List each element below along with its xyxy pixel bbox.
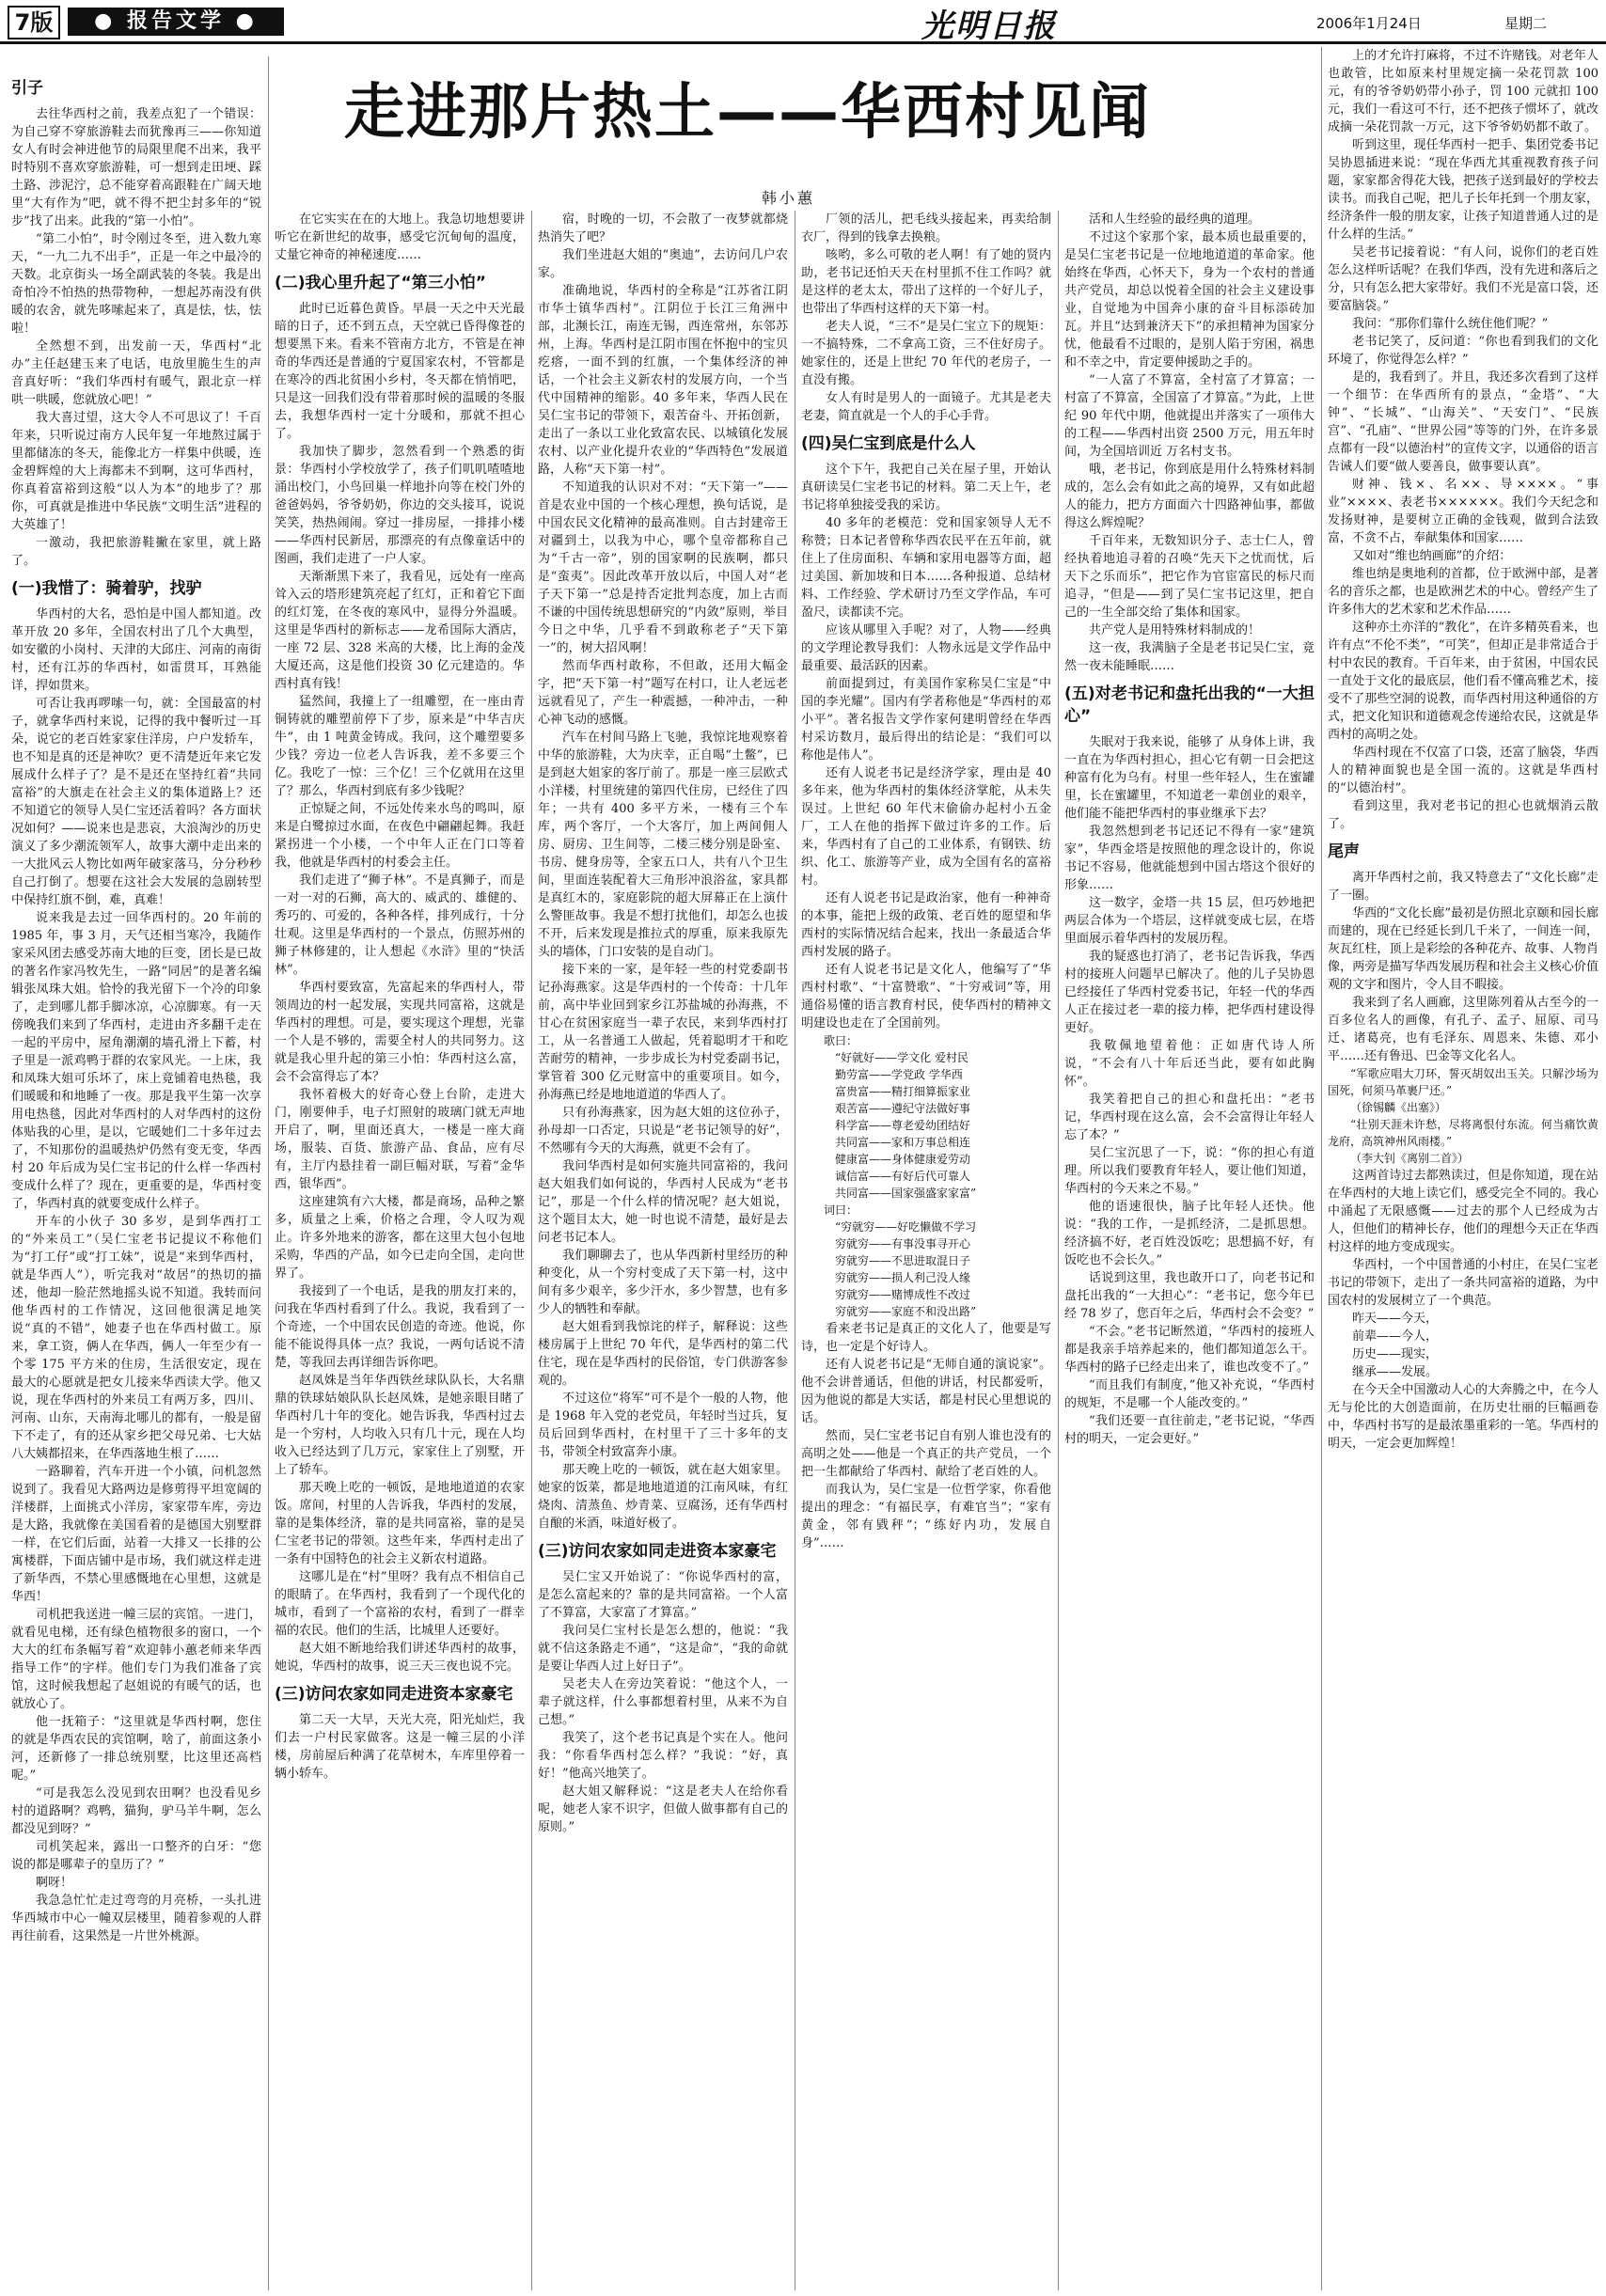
poem-line: 富贵富——精打细算振家业	[835, 1085, 971, 1098]
paragraph: 这一数字，金塔一共 15 层，但巧妙地把两层合体为一个塔层，这样就变成七层，在塔里面展示着华西村的发展历程。	[1064, 896, 1315, 946]
paragraph: 吴仁宝又开始说了：“你说华西村的富，是怎么富起来的？靠的是共同富裕。一个人富了不算富，大家富了才算富。”	[538, 1570, 788, 1620]
paragraph: “可是我怎么没见到农田啊？也没看见乡村的道路啊？鸡鸭，猫狗，驴马羊牛啊，怎么都没见到呀？”	[11, 1786, 261, 1836]
paragraph: 我忽然想到老书记还记不得有一家“建筑家”，华西金塔是按照他的理念设计的，你说书记不容易，他就能想到中国古塔这个很好的形象……	[1064, 825, 1315, 892]
paragraph: 这一夜，我满脑子全是老书记吴仁宝，竟然一夜未能睡眠……	[1064, 641, 1315, 673]
paragraph: 咳哟，多么可敬的老人啊！有了她的贤内助，老书记还怕天天在村里抓不住工作吗？就是这样的老太太，带出了这样的一个好儿子，也带出了华西村这样的天下第一村。	[801, 248, 1051, 316]
paragraph: 失眠对于我来说，能够了 从身体上讲，我一直在为华西村担心，担心它有朝一日会把这种富有化为乌有。村里一些年轻人，生在蜜罐里，长在蜜罐里，不知道老一辈创业的艰辛，他们能不能把华西村的事业继承下去？	[1064, 735, 1315, 821]
poem-line: 勤劳富——学党政 学华西	[835, 1068, 963, 1081]
article-column-2	[275, 211, 525, 2288]
column-divider	[268, 56, 269, 2290]
paragraph: 我问吴仁宝村长是怎么想的，他说：“我就不信这条路走不通”，“这是命”，“我的命就是要让华西人过上好日子”。	[538, 1624, 788, 1674]
article-column-3	[538, 211, 788, 2288]
page-number: 7版	[8, 6, 60, 39]
poem-line: “穷就穷——好吃懒做不学习	[835, 1220, 977, 1234]
paragraph: 他的语速很快，脑子比年轻人还快。他说：“我的工作，一是抓经济，二是抓思想。经济搞不好，老百姓没饭吃；思想搞不好，有饭吃也不会长久。”	[1064, 1200, 1315, 1267]
section-label: ● 报告文学 ●	[68, 8, 284, 36]
paragraph: 吴仁宝沉思了一下，说：“你的担心有道理。所以我们要教育年轻人，要让他们知道，华西村的今天来之不易。”	[1064, 1146, 1315, 1196]
paragraph: 在今天全中国激动人心的大奔腾之中，在今人无与伦比的大创造面前，在历史壮丽的巨幅画卷中，华西村书写的是最浓墨重彩的一笔。华西村的明天，一定会更加辉煌！	[1328, 1383, 1598, 1451]
paragraph: “我们还要一直往前走，”老书记说，“华西村的明天，一定会更好。”	[1064, 1414, 1315, 1446]
paragraph: 然而华西村敢称，不但敢，还用大幅金字，把“天下第一村”题写在村口，让人老远老远就看见了，产生一种震撼，一种冲击，一种心神飞动的感慨。	[538, 659, 788, 727]
paragraph: 不过这位“将军”可不是个一般的人物，他是 1968 年入党的老党员，年轻时当过兵，复员后回到华西村，在村里干了三十多年的支书，带领全村致富奔小康。	[538, 1392, 788, 1459]
paragraph: 一路聊着，汽车开进一个小镇，问机忽然说到了。我看见大路两边是修剪得平坦宽阔的洋楼群，上面挑式小洋房，家家带车库，旁边是大路，我就像在美国看着的是德国大别墅群一样，在它们后面，站着一大排又一长排的公寓楼群，下面店铺中是市场，我们就这样走进了新华西，不禁心里感慨地在心里想，这就是华西！	[11, 1465, 261, 1604]
paragraph: 话说到这里，我也敢开口了，向老书记和盘托出我的“一大担心”：“老书记，您今年已经 78 岁了，您百年之后，华西村会不会变？”	[1064, 1271, 1315, 1321]
poem-line: 穷就穷——赌博成性不改过	[835, 1288, 971, 1301]
paragraph: 只有孙海燕家，因为赵大姐的这位孙子，孙母却一口否定，只说是“老书记领导的好”，不然哪有今天的大海燕，就更不会有了。	[538, 1106, 788, 1156]
paragraph: 那天晚上吃的一顿饭，就在赵大姐家里。她家的饭菜，都是地地道道的江南风味，有红烧肉、清蒸鱼、炒青菜、豆腐汤，还有华西村自酿的米酒，味道好极了。	[538, 1463, 788, 1531]
paragraph: “而且我们有制度，”他又补充说，“华西村的规矩，不是哪一个人能改变的。”	[1064, 1378, 1315, 1410]
paragraph: 不过这个家那个家，最本质也最重要的，是吴仁宝老书记是一位地地道道的革命家。他始终在华西，心怀天下，身为一个农村的普通共产党员，却总以悦着全国的社会主义建设事业，自觉地为中国奔小康的奋斗目标添砖加瓦。并且“达到兼济天下”的承担精神为国家分忧，他最看不过眼的，是别人陷于穷困，祸患和不幸之中，肯定要伸援助之手的。	[1064, 230, 1315, 370]
paragraph: 汽车在村间马路上飞驰，我惊诧地观察着中华的旅游鞋，大为庆幸，正自喝“土鳖”，已是到赵大姐家的客厅前了。那是一座三层欧式小洋楼，村里统建的第四代住房，已经住了四年；一共有 400 多平方米，一楼有三个车库，两个客厅，一个大客厅，加上两间佣人房、厨房、卫生间等，二楼三楼分别是卧室、书房、健身房等，全家五口人，共有八个卫生间，里面连装配着大三角形冲浪浴盆，家具都是真红木的，家庭影院的超大屏幕正在上演什么警匪故事。我是不想打扰他们，却怎么也拔不开，后来发现是推拉式的厚重，原来我原先头的墙体，门口安装的是自动门。	[538, 731, 788, 959]
paragraph: 开车的小伙子 30 多岁，是到华西打工的“外来员工”（吴仁宝老书记提议不称他们为“打工仔”或“打工妹”，说是“来到华西村，就是华西人”），听完我对“故居”的热切的描述，他却一脸茫然地摇头说不知道。我转而问他华西村的工作情况，这回他很满足地笑说“真的不错”，她妻子也在华西村做工。原来，拿工资，俩人在华西，俩人一年至少有一个零 175 平方米的住房，生活很安定，现在最大的心愿就是把女儿接来华西读大学。他又说，现在华西村的外来员工有两万多，四川、河南、山东，天南海北哪儿的都有，一般是留下不走了，有的还从家乡把父母兄弟、七大姑八大姨都招来，在华西落地生根了……	[11, 1215, 261, 1461]
poem-line: 诚信富——有好后代可靠人	[835, 1170, 971, 1183]
section-heading: (三)访问农家如同走进资本家豪宅	[538, 1542, 777, 1561]
paragraph: 华西村要致富，先富起来的华西村人，带领周边的村一起发展，实现共同富裕，这就是华西村的理想。可是，要实现这个理想，光靠一个人是不够的，需要全村人的共同努力。这就是我心里升起的第三小怕：华西村这么富，会不会富得忘了本？	[275, 981, 525, 1084]
column-divider	[531, 211, 532, 2290]
paragraph: 司机笑起来，露出一口整齐的白牙：“您说的都是哪辈子的皇历了？”	[11, 1840, 261, 1872]
article-author: 韩小蕙	[762, 189, 816, 207]
poem-line: 共同富——家和万事总相连	[835, 1136, 971, 1149]
paragraph: 还有人说老书记是经济学家，理由是 40 多年来，他为华西村的集体经济掌舵，从未失误过。上世纪 60 年代末偷偷办起村小五金厂，工人在他的指挥下做过许多的工作。后来，华西村有了自己的工业体系，有钢铁、纺织、化工、旅游等产业，成为全国有名的富裕村。	[801, 766, 1051, 888]
page-header	[0, 0, 1606, 44]
quote-line: 歌曰：	[824, 1034, 858, 1047]
paragraph: 那天晚上吃的一顿饭，是地地道道的农家饭。席间，村里的人告诉我，华西村的发展，靠的是集体经济，靠的是共同富裕，靠的是吴仁宝老书记的带领。这些年来，华西村走出了一条有中国特色的社会主义新农村道路。	[275, 1481, 525, 1566]
paragraph: 维也纳是奥地利的首都，位于欧洲中部，是著名的音乐之都，也是欧洲艺术的中心。曾经产生了许多伟大的艺术家和艺术作品……	[1328, 567, 1598, 617]
paragraph: 财神、钱×、名××、导××××。“事业”××××、表老书××××××。我们今天纪念和发扬财神，是要树立正确的金钱观，做到合法致富，不贪不占，奉献集体和国家……	[1328, 478, 1598, 545]
paragraph: 吴老夫人在旁边笑着说：“他这个人，一辈子就这样，什么事都想着村里，从来不为自己想。”	[538, 1677, 788, 1727]
paragraph: 吴老书记接着说：“有人问，说你们的老百姓怎么这样听话呢？在我们华西，没有先进和落后之分，只有怎么把大家带好。我们不光是富口袋，还要富脑袋。”	[1328, 245, 1598, 313]
paragraph: 华西村的大名，恐怕是中国人都知道。改革开放 20 多年，全国农村出了几个大典型，如安徽的小岗村、天津的大邱庄、河南的南街村，还有江苏的华西村，如雷贯耳，耳熟能详，捍如贯来。	[11, 607, 261, 693]
paragraph: 不知道我的认识对不对：“天下第一”——首是农业中国的一个核心理想，换句话说，是中国农民文化精神的最高准则。自古封建帝王对疆到土，以我为中心，哪个皇帝都称自己为“千古一帝”，别的国家啊的民族啊，都只是“蛮夷”。因此改革开放以后，中国人对“老子天下第一”总是持否定批判态度，加上古而不谦的中国传统思想研究的“内敛”原则，举目今日之中华，几乎看不到敢称老子“天下第一”的，树大招风啊！	[538, 480, 788, 655]
article-column-6	[1328, 47, 1598, 2288]
paragraph: 看到这里，我对老书记的担心也就烟消云散了。	[1328, 799, 1598, 831]
poem-line: 共同富——国家强盛家家富”	[835, 1187, 977, 1200]
paragraph: 看来老书记是真正的文化人了，他要是写诗，也一定是个好诗人。	[801, 1322, 1051, 1354]
section-heading: (四)吴仁宝到底是什么人	[801, 434, 976, 453]
paragraph: 还有人说老书记是政治家，他有一种神奇的本事，能把上级的政策、老百姓的愿望和华西村的实际情况结合起来，找出一条最适合华西村发展的路子。	[801, 891, 1051, 959]
paragraph: 宿，时晚的一切，不会散了一夜梦就都烧热消失了吧？	[538, 212, 788, 244]
paragraph: 说来我是去过一回华西村的。20 年前的 1985 年，事 3 月，天气还相当寒冷，我随作家采风团去感受苏南大地的巨变，团长是已故的著名作家冯牧先生，一路“同居”的是著名编辑张凤珠大姐。恰怜的我光留下一个冷的印象了，走到哪儿都手脚冰凉，心凉脚寒。有一天傍晚我们来到了华西村，走进由齐多翻千走在一起的平房中，屋角潮潮的墙孔滑上下蓄，村子里是一派鸡鸭于群的农家风光。一上床，我和凤珠大姐可乐坏了，床上竟铺着电热毯，我们暖暖和和地睡了一夜。那是我平生第一次享用电热毯，因此对华西村的人对华西村的这份体贴我的心里，是以，它暖她们二十多年过去了，不知那份的温暖热炉仍然有变无变，华西村 20 年后成为吴仁宝书记的什么样一华西村变成什么样了？现在，更重要的是，华西村变了，华西村真的就要变成什么样子。	[11, 911, 261, 1211]
paragraph: 啊呀！	[36, 1876, 73, 1890]
paragraph: 我们聊聊去了，也从华西新村里经历的种种变化，从一个穷村变成了天下第一村，这中间有多少艰辛，多少汗水，多少智慧，也有多少人的牺牲和奉献。	[538, 1249, 788, 1316]
paragraph: 应该从哪里入手呢？对了，人物——经典的文学理论教导我们：人物永远是文学作品中最重要、最活跃的因素。	[801, 623, 1051, 673]
paragraph: “不会。”老书记断然道，“华西村的接班人都是我亲手培养起来的，他们都知道怎么干。华西村的路子已经走出来了，谁也改变不了。”	[1064, 1325, 1315, 1375]
paragraph: 昨天——今天，	[1352, 1312, 1439, 1326]
issue-date: 2006年1月24日	[1316, 15, 1422, 32]
poem-line: “好就好——学文化 爱村民	[835, 1051, 968, 1064]
poem-line: 穷就穷——有事没事寻开心	[835, 1237, 971, 1250]
quote-line: “军歌应唱大刀环，誓灭胡奴出玉关。只解沙场为国死，何须马革裹尸还。”	[1328, 1067, 1598, 1097]
newspaper-masthead: 光明日报	[921, 8, 1057, 45]
paragraph: 共产党人是用特殊材料制成的！	[1089, 623, 1261, 637]
paragraph: 这两首诗过去都熟读过，但是你知道，现在站在华西村的大地上读它们，感受完全不同的。我心中涌起了无限感慨——过去的那个人已经成为古人，但他们的精神长存，他们的理想今天正在华西村这样的地方变成现实。	[1328, 1169, 1598, 1254]
article-title: 走进那片热土——华西村见闻	[344, 78, 1151, 148]
paragraph: 我急急忙忙走过弯弯的月亮桥，一头扎进华西城市中心一幢双层楼里，随着参观的人群再往前看，这果然是一片世外桃源。	[11, 1894, 261, 1943]
quote-line: 词曰：	[824, 1203, 858, 1217]
poem-line: 科学富——尊老爱幼团结好	[835, 1119, 971, 1132]
poem-line: 艰苦富——遵纪守法做好事	[835, 1102, 971, 1115]
paragraph: 是的，我看到了。并且，我还多次看到了这样一个细节：在华西所有的景点，“金塔”、“大钟”、“长城”、“山海关”、“天安门”、“民族宫”、“孔庙”、“世界公园”等等的门外，在许多景点都有一段“以德治村”的宣传文字，以通俗的语言告诫人们要“做人要善良，做事要认真”。	[1328, 370, 1598, 474]
paragraph: 又如对“维也纳画廊”的介绍：	[1352, 549, 1512, 563]
paragraph: 司机把我送进一幢三层的宾馆。一进门，就看见电梯，还有绿色植物很多的窗口，一个大大的红布条幅写着“欢迎韩小蕙老师来华西指导工作”的字样。他们专门为我们准备了宾馆，这时候我想起了赵姐说的有暖气的话，也就放心了。	[11, 1608, 261, 1711]
paragraph: 我们坐进赵大姐的“奥迪”，去访问几户农家。	[538, 248, 788, 280]
paragraph: 我们走进了“狮子林”。不是真狮子，而是一对一对的石狮，高大的、威武的、雄健的、秀巧的、可爱的，各种各样，排列成行，十分壮观。这里是华西村的一个景点，仿照苏州的狮子林修建的，让人想起《水浒》里的“快活林”。	[275, 873, 525, 977]
paragraph: 我怀着极大的好奇心登上台阶，走进大门，刚要伸手，电子灯照射的玻璃门就无声地开启了，啊，里面还真大，一楼是一座大商场，服装、百货、旅游产品、食品，应有尽有，主厅内悬挂着一副巨幅对联，写着“金华西，银华西”。	[275, 1088, 525, 1191]
article-column-4	[801, 211, 1051, 2288]
paragraph: “第二小怕”，时令刚过冬至，进入数九寒天，“一九二九不出手”，正是一年之中最冷的天数。北京街头一场全副武装的冬装。我是出奇怕冷不怕热的热带物种，一想起苏南没有供暖的农舍，就先哆嗦起来了，真是怯，怯，怯啦！	[11, 232, 261, 336]
paragraph: 而我认为，吴仁宝是一位哲学家，你看他提出的理念：“有福民享，有难官当”；“家有黄金，邻有戥秤”；“练好内功，发展自身”……	[801, 1483, 1051, 1550]
paragraph: 在它实实在在的大地上。我急切地想要讲听它在新世纪的故事，感受它沉甸甸的温度，丈量它神奇的神秘速度……	[275, 212, 525, 262]
issue-weekday: 星期二	[1504, 15, 1548, 32]
quote-line: “壮别天涯未许愁，尽将离恨付东流。何当痛饮黄龙府，高筑神州风雨楼。”	[1328, 1118, 1598, 1148]
paragraph: 我接到了一个电话，是我的朋友打来的，问我在华西村看到了什么。我说，我看到了一个奇迹，一个中国农民创造的奇迹。他说，你能不能说得具体一点？我说，一两句话说不清楚，等我回去再详细告诉你吧。	[275, 1284, 525, 1370]
paragraph: 正惊疑之间，不远处传来水鸟的鸣叫，原来是白鹭掠过水面，在夜色中翩翩起舞。我赶紧拐进一个小楼，一个中年人正在门口等着我，他就是华西村的村委会主任。	[275, 802, 525, 870]
paragraph: 哦，老书记，你到底是用什么特殊材料制成的，怎么会有如此之高的境界，又有如此超人的能力，把方方面面六十四路神仙事，都做得这么辉煌呢？	[1064, 463, 1315, 530]
paragraph: 我敬佩地望着他：正如唐代诗人所说，“不会有八十年后还当此，要有如此胸怀”。	[1064, 1039, 1315, 1089]
poem-line: 穷就穷——损人利己没人缘	[835, 1271, 971, 1284]
column-divider	[1321, 47, 1322, 2290]
paragraph: 我问华西村是如何实施共同富裕的，我问赵大姐我们如何说的，华西村人民成为“老书记”，那是一个什么样的情况呢？赵大姐说，这个题目太大，她一时也说不清楚，最好是去问老书记本人。	[538, 1159, 788, 1245]
paragraph: 听到这里，现任华西村一把手、集团党委书记吴协恩插进来说：“现在华西尤其重视教育孩子问题，家家都舍得花大钱，把孩子送到最好的学校去读书。而我自己呢，把儿子长年托到一个朋友家，经济条件一般的朋友家，让孩子知道普通人过的是什么样的生活。”	[1328, 138, 1598, 242]
paragraph: 全然想不到，出发前一天，华西村“北办”主任赵建玉来了电话，电放里脆生生的声音真好听：“我们华西村有暖气，跟北京一样哄一哄暖，您就放心吧！”	[11, 339, 261, 407]
paragraph: 我问：“那你们靠什么统住他们呢？”	[1352, 317, 1549, 331]
paragraph: 厂领的活儿，把毛线头接起来，再卖给制衣厂，得到的钱拿去换粮。	[801, 212, 1051, 244]
paragraph: 离开华西村之前，我又特意去了“文化长廊”走了一圈。	[1328, 871, 1598, 903]
paragraph: 老夫人说，“三不”是吴仁宝立下的规矩：一不搞特殊，二不拿高工资，三不住好房子。她家住的，还是上世纪 70 年代的老房子，一直没有搬。	[801, 320, 1051, 387]
paragraph: 可否让我再啰嗦一句，就：全国最富的村子，就拿华西村来说，记得的我中餐听过一耳朵，说它的老百姓家家住洋房，户户发轿车，也不知是真的还是神吹？更不清楚近年来它发展成什么样子了？是不是还在坚持红着“共同富裕”的大旗走在社会主义的集体道路上？还不知道它的领导人吴仁宝还活着吗？各方面状况如何？——说来也是悲哀，大浪淘沙的历史演义了多少潮流领军人，故事大潮中走出来的一大批风云人物比如两年破家落马，分分秒秒自己打倒了。想要在这社会大发展的急剧转型中保持红旗不倒，难，真难！	[11, 697, 261, 907]
poem-line: 穷就穷——不思进取混日子	[835, 1254, 971, 1267]
paragraph: 去往华西村之前，我差点犯了一个错误：为自己穿不穿旅游鞋去而犹豫再三——你知道女人有时会神进他节的局限里爬不出来，我平时特别不喜欢穿旅游鞋，可一想到走田埂、踩土路、涉泥泞，总不能穿着高跟鞋在广阔天地里“大有作为”吧，就不得不把尘封多年的“锐步”找了出来。此我的“第一小怕”。	[11, 107, 261, 228]
section-heading: 引子	[11, 79, 43, 98]
section-heading: (三)访问农家如同走进资本家豪宅	[275, 1685, 513, 1704]
paragraph: 千百年来，无数知识分子、志士仁人，曾经执着地追寻着的召唤“先天下之忧而忧，后天下之乐而乐”，把它作为官宦富民的标尺而追寻，“但是——到了吴仁宝书记这里，把自己的一生全部交给了集体和国家。	[1064, 534, 1315, 620]
paragraph: 活和人生经验的最经典的道理。	[1089, 212, 1261, 227]
paragraph: 这种亦土亦洋的“教化”，在许多精英看来，也许有点“不伦不类”，“可笑”，但却正是非常适合于村中农民的教育。千百年来，由于贫困，中国农民一直处于文化的最底层，他们看不懂高雅艺术，接受不了那些空洞的说教，而华西村用这种通俗的方式，把文化知识和道德观念传递给农民，这就是华西村的高明之处。	[1328, 621, 1598, 742]
paragraph: 然而，吴仁宝老书记自有别人谁也没有的高明之处——他是一个真正的共产党员，一个把一生都献给了华西村、献给了老百姓的人。	[801, 1429, 1051, 1479]
paragraph: 天渐渐黑下来了，我看见，远处有一座高耸入云的塔形建筑亮起了红灯，正和着它下面的红灯笼，在冬夜的寒风中，显得分外温暖。这里是华西村的新标志——龙希国际大酒店，一座 72 层、328 米高的大楼，比上海的金茂大厦还高，这是他们投资 30 亿元建造的。华西村真有钱！	[275, 570, 525, 691]
section-heading: 尾声	[1328, 842, 1360, 861]
paragraph: 继承——发展。	[1352, 1365, 1439, 1379]
paragraph: 这座建筑有六大楼，都是商场，品种之繁多，质量之上乘，价格之合理，令人叹为观止。许多外地来的游客，都在这里大包小包地采购，华西的产品，如今已走向全国，走向世界了。	[275, 1195, 525, 1281]
paragraph: 上的才允许打麻将，不过不许赌钱。对老年人也敢管，比如原来村里规定摘一朵花罚款 100 元，有的爷爷奶奶带小孙子，罚 100 元就扣 100 元，我们一看这可不行，还不把孩子惯坏了，就改成摘一朵花罚款一万元，这下爷爷奶奶都不敢了。	[1328, 49, 1598, 134]
paragraph: 赵大姐看到我惊诧的样子，解释说：这些楼房属于上世纪 70 年代，是华西村的第二代住宅，现在是华西村的民俗馆，专门供游客参观的。	[538, 1320, 788, 1388]
paragraph: 这哪儿是在“村”里呀？我有点不相信自己的眼睛了。在华西村，我看到了一个现代化的城市，看到了一个富裕的农村，看到了一群幸福的农民。他们的生活，比城里人还要好。	[275, 1570, 525, 1638]
paragraph: 这个下午，我把自己关在屋子里，开始认真研读吴仁宝老书记的材料。第二天上午，老书记将单独接受我的采访。	[801, 463, 1051, 512]
column-divider	[1058, 211, 1059, 2290]
paragraph: 还有人说老书记是“无师自通的演说家”。他不会讲普通话，但他的讲话，村民都爱听，因为他说的都是大实话，都是村民心里想说的话。	[801, 1358, 1051, 1425]
quote-line: （李大钊《离别二首》）	[1350, 1152, 1470, 1165]
paragraph: 准确地说，华西村的全称是“江苏省江阴市华士镇华西村”。江阴位于长江三角洲中部，北濒长江，南连无锡，西连常州，东邻苏州，上海。华西村是江阴市围在怀抱中的宝贝疙瘩，一面不到的红旗，一个集体经济的神话，一个社会主义新农村的发展方向，一个当代中国精神的缩影。40 多年来，华西人民在吴仁宝书记的带领下，艰苦奋斗、开拓创新，走出了一条以工业化致富农民、以城镇化发展农村、以产业化提升农业的“华西特色”发展道路，人称“天下第一村”。	[538, 284, 788, 477]
poem-line: 穷就穷——家庭不和没出路”	[835, 1305, 977, 1318]
paragraph: 接下来的一家，是年轻一些的村党委副书记孙海燕家。这是华西村的一个传奇：十几年前，高中毕业回到家乡江苏盐城的孙海燕，不甘心在贫困家庭当一辈子农民，来到华西村打工，从一名普通工人做起，凭着聪明才干和吃苦耐劳的精神，一步步成长为村党委副书记，掌管着 300 亿元财富中的重要项目。如今，孙海燕已经是地地道道的华西人了。	[538, 963, 788, 1102]
paragraph: 华西村现在不仅富了口袋，还富了脑袋，华西人的精神面貌也是全国一流的。这就是华西村的“以德治村”。	[1328, 746, 1598, 795]
paragraph: 我笑着把自己的担心和盘托出：“老书记，华西村现在这么富，会不会富得让年轻人忘了本？”	[1064, 1093, 1315, 1142]
paragraph: 我笑了，这个老书记真是个实在人。他问我：“你看华西村怎么样？”我说：“好，真好！”他高兴地笑了。	[538, 1731, 788, 1781]
section-heading: (二)我心里升起了“第三小怕”	[275, 274, 486, 292]
poem-line: 健康富——身体健康爱劳动	[835, 1153, 971, 1166]
article-column-1	[11, 70, 261, 2288]
paragraph: 此时已近暮色黄昏。早晨一天之中天光最暗的日子，还不到五点，天空就已昏得像苍的想要黑下来。看来不管南方北方，不管是在神奇的华西还是普通的宁夏国家农村，不管都是在寒冷的西北贫困小乡村，冬天都在悄悄吧，只是这一回我们没有带着那时候的温暖的冬服去，我想华西村一定十分暖和，那就不担心了。	[275, 302, 525, 441]
paragraph: 我大喜过望，这大令人不可思议了！千百年来，只听说过南方人民年复一年地熬过属于里都储冻的冬天，能像北方一样集中供暖，连金碧辉煌的大上海都未不到啊，这可华西村，你真着富裕到这般“以人为本”的地步了？那你，可真就是推进中华民族“文明生活”进程的大英雄了！	[11, 411, 261, 532]
section-heading: (五)对老书记和盘托出我的“一大担心”	[1064, 684, 1315, 726]
paragraph: 还有人说老书记是文化人，他编写了“华西村村歌”、“十富赞歌”、“十穷戒词”等，用通俗易懂的语言教育村民，使华西村的精神文明建设也走在了全国前列。	[801, 963, 1051, 1030]
paragraph: 我加快了脚步，忽然看到一个熟悉的街景：华西村小学校放学了，孩子们叽叽喳喳地涌出校门，小鸟回巢一样地扑向等在校门外的爸爸妈妈，爷爷奶奶，你边的交头接耳，说说笑笑，热热闹闹。穿过一排房屋，一排排小楼——华西村民新居，那漂亮的有点像童话中的图画，我们走进了一户人家。	[275, 445, 525, 566]
paragraph: 老书记笑了，反问道：“你也看到我们的文化环境了，你觉得怎么样？”	[1328, 335, 1598, 367]
section-heading: (一)我惜了：骑着驴，找驴	[11, 579, 202, 598]
paragraph: 赵凤姝是当年华西铁丝球队队长，大名鼎鼎的铁球姑娘队队长赵凤姝，是她亲眼目睹了华西村几十年的变化。她告诉我，华西村过去是一个穷村，人均收入只有几十元，现在人均收入已经达到了几万元，家家住上了别墅，开上了轿车。	[275, 1374, 525, 1477]
paragraph: 第二天一大早，天光大亮，阳光灿烂，我们去一户村民家做客。这是一幢三层的小洋楼，房前屋后种满了花草树木，车库里停着一辆小轿车。	[275, 1713, 525, 1781]
article-column-5	[1064, 211, 1315, 2288]
paragraph: “一人富了不算富，全村富了才算富；一村富了不算富，全国富了才算富。”为此，上世纪 90 年代中期，他就提出并落实了一项伟大的工程——华西村出资 2500 万元，用五年时间，为全国培训近 万名村支书。	[1064, 373, 1315, 459]
paragraph: 赵大姐不断地给我们讲述华西村的故事，她说，华西村的故事，说三天三夜也说不完。	[275, 1642, 525, 1674]
paragraph: 女人有时是男人的一面镜子。尤其是老夫老妻，简直就是一个人的手心手背。	[801, 391, 1051, 423]
paragraph: 他一抚箱子：“这里就是华西村啊，您住的就是华西农民的宾馆啊，啥了，前面这条小河，还新修了一排总统别墅，比这里还高档呢。”	[11, 1715, 261, 1783]
paragraph: 前面提到过，有美国作家称吴仁宝是“中国的李光耀”。国内有学者称他是“华西村的邓小平”。著名报告文学作家何建明曾经在华西村采访数月，最后得出的结论是：“我们可以称他是伟人”。	[801, 677, 1051, 763]
quote-line: （徐锡麟《出塞》）	[1350, 1101, 1447, 1114]
paragraph: 前辈——今人，	[1352, 1329, 1439, 1344]
paragraph: 华西的“文化长廊”最初是仿照北京颐和园长廊而建的，现在已经延长到几千米了，一间连一间，灰瓦红柱，顶上是彩绘的各种花卉、故事、人物肖像，两旁是描写华西发展历程和社会主义核心价值观的文字和图片，令人目不暇接。	[1328, 906, 1598, 992]
paragraph: 我来到了名人画廊，这里陈列着从古至今的一百多位名人的画像，有孔子、孟子、屈原、司马迁、诸葛亮，也有毛泽东、周恩来、朱德、邓小平……还有鲁迅、巴金等文化名人。	[1328, 996, 1598, 1063]
paragraph: 华西村，一个中国普通的小村庄，在吴仁宝老书记的带领下，走出了一条共同富裕的道路，为中国农村的发展树立了一个典范。	[1328, 1258, 1598, 1308]
paragraph: 历史——现实，	[1352, 1347, 1439, 1361]
paragraph: 我的疑惑也打消了，老书记告诉我，华西村的接班人问题早已解决了。他的儿子吴协恩已经接任了华西村党委书记，年轻一代的华西人正在接过老一辈的接力棒，把华西村建设得更好。	[1064, 950, 1315, 1035]
paragraph: 40 多年的老模范：党和国家领导人无不称赞；日本记者曾称华西农民平在五年前，就住上了住房面积、车辆和家用电器等方面，超过美国、新加坡和日本……各种报道、总结材料、工作经验、学术研讨乃至文学作品，车可盈尺，读都读不完。	[801, 516, 1051, 620]
paragraph: 一激动，我把旅游鞋撇在家里，就上路了。	[11, 536, 261, 568]
paragraph: 赵大姐又解释说：“这是老夫人在给你看呢，她老人家不识字，但做人做事都有自己的原则。”	[538, 1785, 788, 1834]
paragraph: 猛然间，我撞上了一组雕塑，在一座由青铜铸就的雕塑前停下了步，原来是“中华吉庆牛”，由 1 吨黄金铸成。我问，这个雕塑要多少钱？旁边一位老人告诉我，差不多要三个亿。我吃了一惊：三个亿！三个亿就用在这里了？那么，华西村到底有多少钱呢？	[275, 695, 525, 798]
